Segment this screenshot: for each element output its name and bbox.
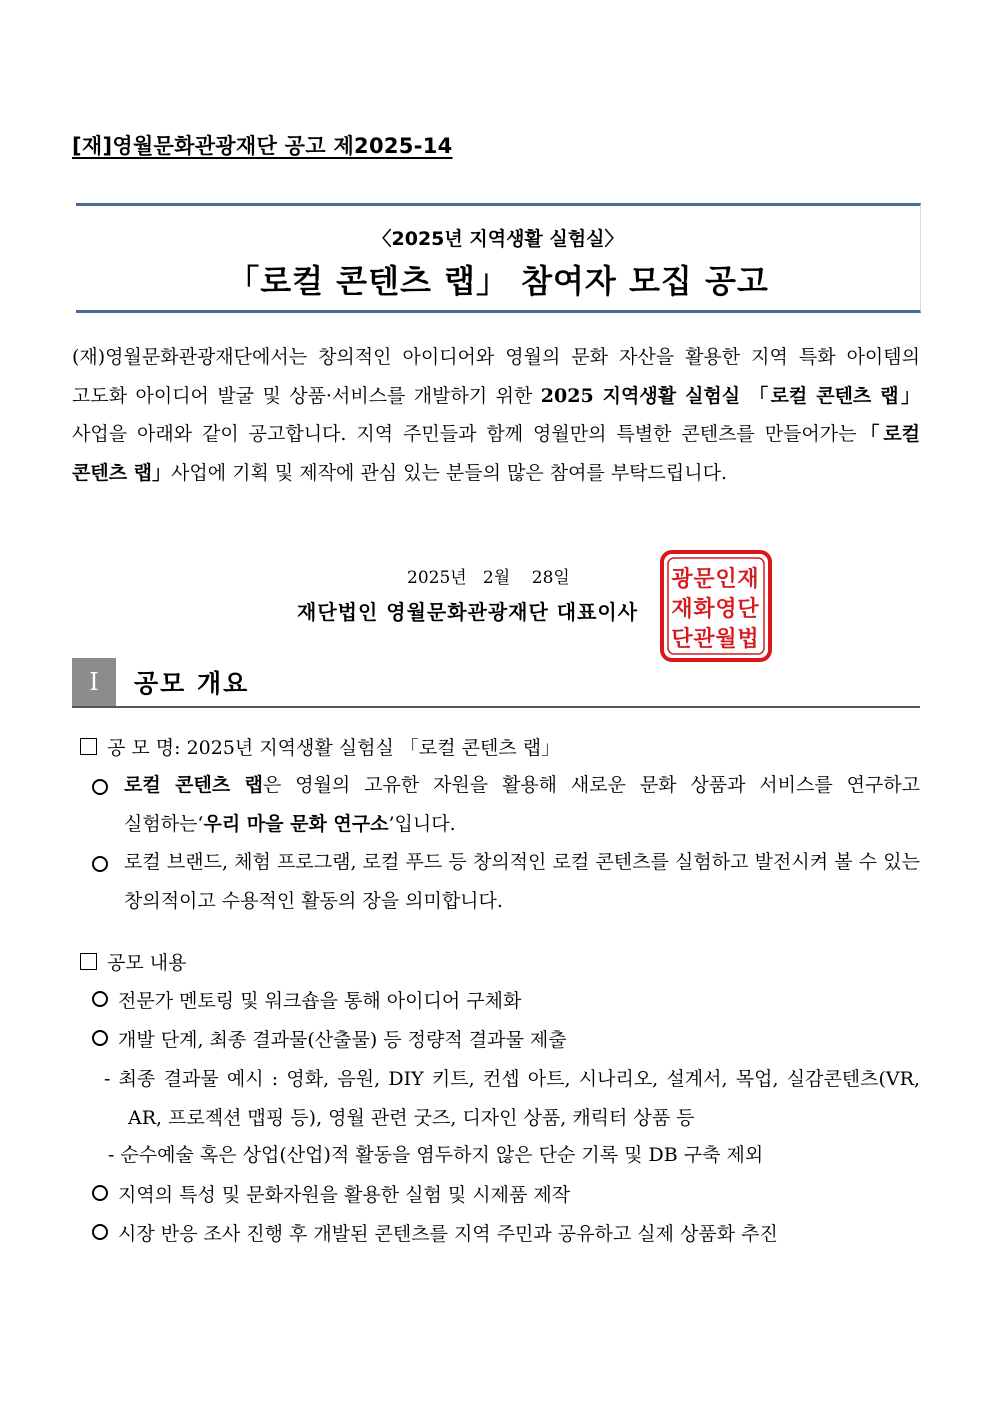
item2-d1-text: - 최종 결과물 예시 : 영화, 음원, DIY 키트, 컨셉 아트, 시나리오, 설계서, 목업, 실감콘텐츠(VR, AR, 프로젝션 맵핑 등), 영월 관련 굿즈, 디자인 상품, 캐릭터 상품 등 [104, 1068, 920, 1129]
signatory: 재단법인 영월문화관광재단 대표이사 [297, 600, 639, 624]
seal-char: 문 [693, 566, 715, 592]
item1-b1-bold: 로컬 콘텐츠 랩 [124, 774, 263, 796]
item1-bullet-2 [124, 843, 920, 921]
seal-char: 월 [715, 626, 737, 652]
item2-d2-text: - 순수예술 혹은 상업(산업)적 활동을 염두하지 않은 단순 기록 및 DB 구축 제외 [108, 1144, 764, 1166]
intro-text-1: (재)영월문화관광재단에서는 창의적인 아이디어와 영월의 문화 자산을 활용한 지역 특화 아이템의 고도화 아이디어 발굴 및 상품·서비스를 개발하기 위한 [72, 346, 920, 407]
item2-bullet-4 [92, 1219, 778, 1246]
official-seal [660, 550, 772, 662]
seal-char: 단 [737, 596, 759, 622]
item1-b1-text: 은 영월의 고유한 자원을 활용해 새로운 문화 상품과 서비스를 연구하고 실험하는‘ [124, 774, 920, 835]
intro-paragraph [72, 338, 920, 492]
circle-bullet-icon [92, 856, 108, 872]
item2-b1-text: 전문가 멘토링 및 워크숍을 통해 아이디어 구체화 [118, 990, 522, 1012]
title-subtitle: 〈2025년 지역생활 실험실〉 [372, 228, 624, 250]
section-header [72, 658, 920, 708]
title-main: 「로컬 콘텐츠 랩」 참여자 모집 공고 [227, 262, 769, 300]
seal-char: 화 [693, 596, 715, 622]
seal-char: 단 [671, 626, 693, 652]
notice-date: 2025년 2월 28일 [407, 568, 570, 588]
item2-heading: 공모 내용 [107, 952, 187, 974]
item1-bullet-1 [124, 766, 920, 844]
item2-b2-text: 개발 단계, 최종 결과물(산출물) 등 정량적 결과물 제출 [118, 1029, 567, 1051]
item2-bullet-3 [92, 1180, 570, 1207]
item2-bullet-2 [92, 1025, 567, 1052]
seal-char: 재 [671, 596, 693, 622]
item1-b1-end: ’입니다. [388, 813, 456, 835]
notice-number: [재]영월문화관광재단 공고 제2025-14 [72, 134, 453, 158]
item2-detail-2 [108, 1140, 763, 1167]
intro-text-2: 사업을 아래와 같이 공고합니다. 지역 주민들과 함께 영월만의 특별한 콘텐츠를 만들어가는 [72, 423, 857, 445]
item1-heading: 공 모 명: 2025년 지역생활 실험실 「로컬 콘텐츠 랩」 [107, 737, 561, 759]
item1-b2-text: 로컬 브랜드, 체험 프로그램, 로컬 푸드 등 창의적인 로컬 콘텐츠를 실험하고 발전시켜 볼 수 있는 창의적이고 수용적인 활동의 장을 의미합니다. [124, 851, 920, 912]
seal-char: 관 [693, 626, 715, 652]
checkbox-square-icon [80, 738, 97, 755]
section-number: Ⅰ [72, 658, 116, 706]
item1-b1-bold2: 우리 마을 문화 연구소 [203, 813, 389, 835]
intro-bold-1: 2025 지역생활 실험실 「로컬 콘텐츠 랩」 [540, 384, 921, 407]
seal-char: 영 [715, 596, 737, 622]
checkbox-square-icon [80, 953, 97, 970]
item1-heading-row [80, 733, 560, 760]
seal-char: 재 [737, 566, 759, 592]
circle-bullet-icon [92, 1185, 108, 1201]
item2-bullet-1 [92, 986, 521, 1013]
item2-heading-row [80, 948, 186, 975]
item2-b4-text: 시장 반응 조사 진행 후 개발된 콘텐츠를 지역 주민과 공유하고 실제 상품화 추진 [118, 1223, 778, 1245]
intro-bold-2: 「로컬 콘텐츠 랩」 [72, 423, 920, 484]
item2-b3-text: 지역의 특성 및 문화자원을 활용한 실험 및 시제품 제작 [118, 1184, 571, 1206]
seal-char: 법 [737, 626, 759, 652]
item2-detail-1 [104, 1060, 920, 1138]
section-title: 공모 개요 [134, 669, 250, 698]
seal-char: 광 [671, 566, 693, 592]
circle-bullet-icon [92, 991, 108, 1007]
circle-bullet-icon [92, 1224, 108, 1240]
title-box [76, 203, 921, 313]
seal-char: 인 [715, 566, 737, 592]
intro-text-3: 사업에 기획 및 제작에 관심 있는 분들의 많은 참여를 부탁드립니다. [171, 461, 727, 484]
circle-bullet-icon [92, 779, 108, 795]
circle-bullet-icon [92, 1030, 108, 1046]
